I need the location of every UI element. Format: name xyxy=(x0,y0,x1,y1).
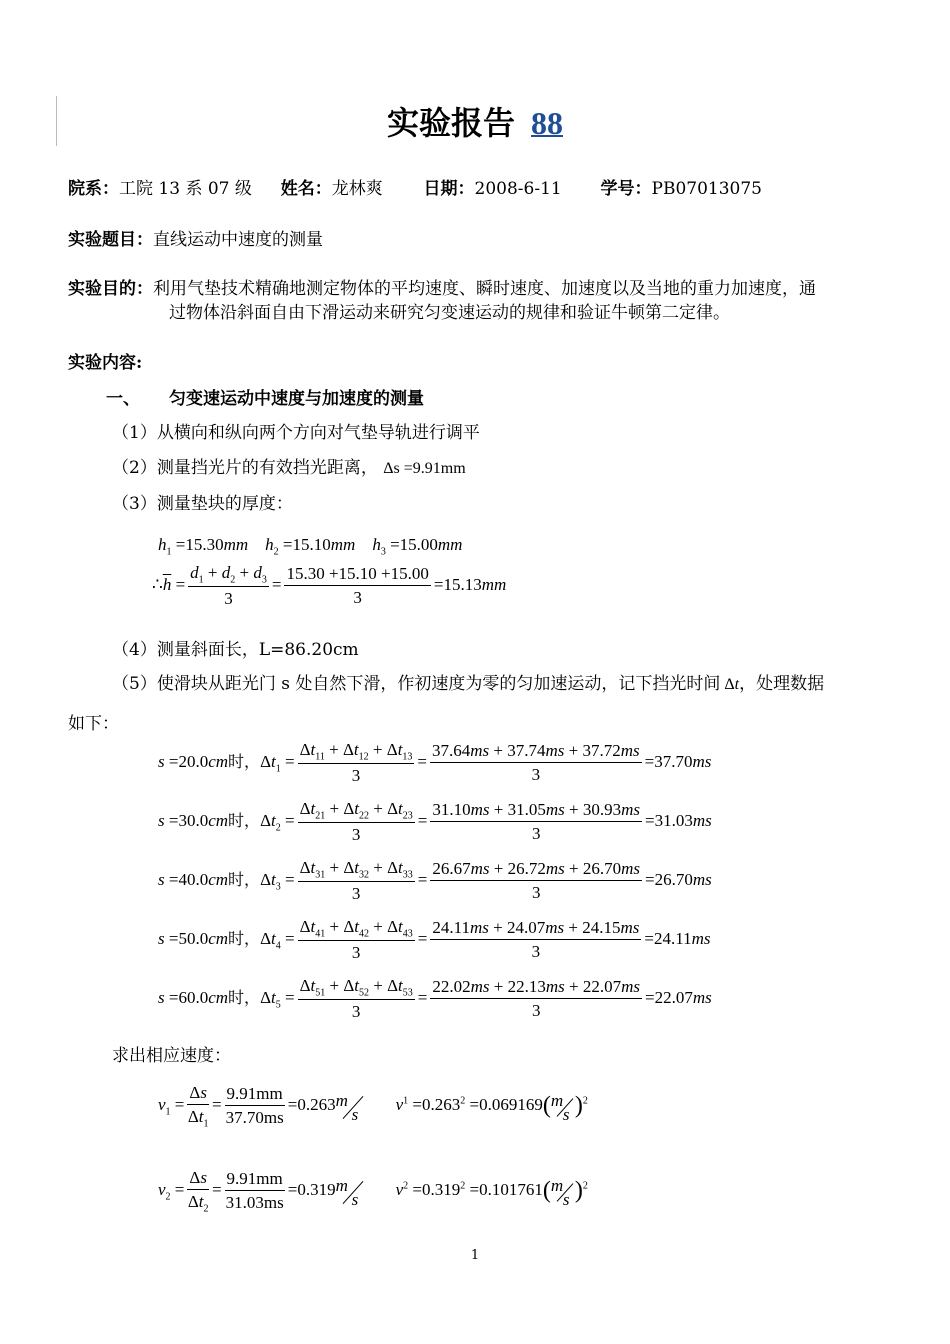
timing-row: s =60.0cm时，$\Delta t_5$ = $\frac{\Delta t_{51} + \Delta t_{52} + \Delta t_{53}}{3}$ = $\frac{22.02ms + 22.13ms + 22.07ms}{3}$ =22.07ms xyxy=(158,976,712,1022)
mean-den-1: 3 xyxy=(224,589,233,609)
mean-num: 15.30 +15.10 +15.00 xyxy=(284,564,430,586)
timing-avg: 24.11 xyxy=(654,929,692,949)
timing-row: s =30.0cm时，$\Delta t_2$ = $\frac{\Delta t_{21} + \Delta t_{22} + \Delta t_{23}}{3}$ = $\frac{31.10ms + 31.05ms + 30.93ms}{3}$ =31.03ms xyxy=(158,799,712,845)
h1-unit: mm xyxy=(223,535,249,554)
timing-row: s =50.0cm时，$\Delta t_4$ = $\frac{\Delta t_{41} + \Delta t_{42} + \Delta t_{43}}{3}$ = $\frac{24.11ms + 24.07ms + 24.15ms}{3}$ =24.11ms xyxy=(158,917,711,963)
velocity-row: $v_1$ = $\frac{\Delta s}{\Delta t_1}$ = $\frac{9.91mm}{37.70ms}$ =0.263 m s $v^1 =0.263^2 =0.069169$( m s )$^2$ xyxy=(158,1083,588,1130)
step-5-line2: 如下： xyxy=(68,714,119,734)
mean-height-formula: $\therefore\overline{h}$ = $\frac{d_1 + d_2 + d_3}{3}$ = $\frac{15.30 +15.10 +15.00}{3}$ =15.13mm xyxy=(152,563,507,609)
section1-title: 匀变速运动中速度与加速度的测量 xyxy=(169,389,424,409)
velocity-row: $v_2$ = $\frac{\Delta s}{\Delta t_2}$ = $\frac{9.91mm}{31.03ms}$ =0.319 m s $v^2 =0.319^2 =0.101761$( m s )$^2$ xyxy=(158,1168,588,1215)
mean-height-result: 15.13 xyxy=(443,575,482,595)
step-3: （3）测量垫块的厚度： xyxy=(112,494,293,514)
date-label: 日期 xyxy=(423,179,458,199)
step-5-text: （5）使滑块从距光门 s 处自然下滑，作初速度为零的匀加速运动，记下挡光时间 xyxy=(112,674,721,694)
step-1: （1）从横向和纵向两个方向对气垫导轨进行调平 xyxy=(112,423,480,443)
h2-unit: mm xyxy=(330,535,356,554)
topic-line: 实验题目：直线运动中速度的测量 xyxy=(68,230,323,250)
topic-label: 实验题目 xyxy=(68,230,136,250)
mean-den-2: 3 xyxy=(353,588,362,608)
step-2-math: Δs =9.91mm xyxy=(383,460,466,477)
purpose-line1: 实验目的：利用气垫技术精确地测定物体的平均速度、瞬时速度、加速度以及当地的重力加速度，通 xyxy=(68,279,816,299)
report-number: 88 xyxy=(531,105,563,141)
purpose-label: 实验目的 xyxy=(68,279,136,299)
dept-value: 工院 13 系 07 级 xyxy=(119,179,252,199)
step-5-text-end: ，处理数据 xyxy=(739,674,825,694)
id-value: PB07013075 xyxy=(651,179,762,199)
heights-line: $h_1 =15.30mm$ $h_2 =15.10mm$ $h_3 =15.00mm$ xyxy=(158,535,463,558)
name-label: 姓名 xyxy=(280,179,315,199)
timing-row: s =20.0cm时，$\Delta t_1$ = $\frac{\Delta t_{11} + \Delta t_{12} + \Delta t_{13}}{3}$ = $\frac{37.64ms + 37.74ms + 37.72ms}{3}$ =37.70ms xyxy=(158,740,712,786)
date-value: 2008-6-11 xyxy=(474,179,562,199)
title-text: 实验报告 xyxy=(386,104,515,142)
timing-avg: 31.03 xyxy=(654,811,693,831)
step-2-text: （2）测量挡光片的有效挡光距离， xyxy=(112,458,378,478)
h1-value: 15.30 xyxy=(185,535,224,554)
velocity-value: 0.319 xyxy=(297,1180,336,1200)
velocity-squared: 0.101761 xyxy=(479,1180,543,1200)
content-label: 实验内容: xyxy=(68,353,143,373)
velocity-label: 求出相应速度： xyxy=(112,1046,231,1066)
dept-label: 院系 xyxy=(68,179,102,199)
mean-unit: mm xyxy=(481,575,507,595)
velocity-value: 0.263 xyxy=(297,1095,336,1115)
section1-number: 一、 xyxy=(106,389,140,409)
topic-value: 直线运动中速度的测量 xyxy=(153,230,323,250)
info-line: 院系：工院 13 系 07 级 姓名：龙林爽 日期：2008-6-11 学号：PB07013075 xyxy=(68,179,762,199)
h2-value: 15.10 xyxy=(292,535,331,554)
purpose-line2: 过物体沿斜面自由下滑运动来研究匀变速运动的规律和验证牛顿第二定律。 xyxy=(169,303,730,323)
timing-avg: 26.70 xyxy=(654,870,693,890)
timing-avg: 37.70 xyxy=(654,752,693,772)
purpose-text-1: 利用气垫技术精确地测定物体的平均速度、瞬时速度、加速度以及当地的重力加速度，通 xyxy=(153,279,816,299)
page-title xyxy=(0,98,950,144)
step-2 xyxy=(112,453,466,478)
step-5-line1: （5）使滑块从距光门 s 处自然下滑，作初速度为零的匀加速运动，记下挡光时间 Δt，处理数据 xyxy=(112,674,825,694)
name-value: 龙林爽 xyxy=(331,179,383,199)
h3-value: 15.00 xyxy=(399,535,438,554)
velocity-squared: 0.069169 xyxy=(479,1095,543,1115)
id-label: 学号 xyxy=(600,179,635,199)
h3-unit: mm xyxy=(437,535,463,554)
timing-row: s =40.0cm时，$\Delta t_3$ = $\frac{\Delta t_{31} + \Delta t_{32} + \Delta t_{33}}{3}$ = $\frac{26.67ms + 26.72ms + 26.70ms}{3}$ =26.70ms xyxy=(158,858,712,904)
timing-avg: 22.07 xyxy=(654,988,693,1008)
page-number: 1 xyxy=(470,1248,480,1263)
step-4: （4）测量斜面长，L=86.20cm xyxy=(112,640,359,660)
